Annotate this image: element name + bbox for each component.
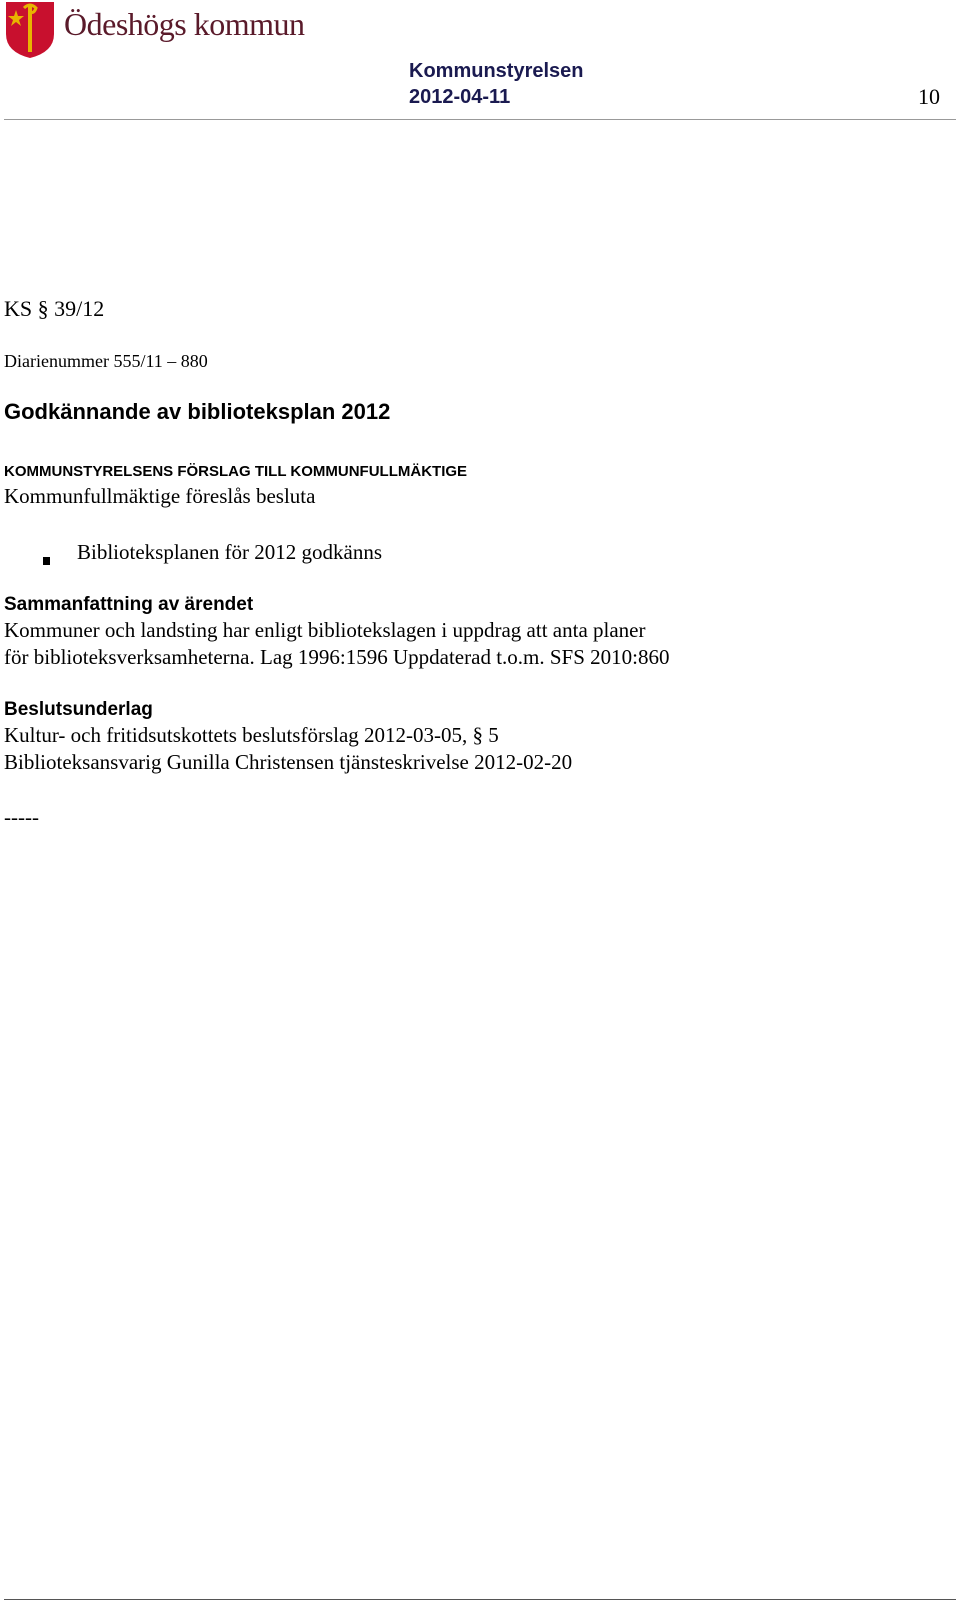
basis-line-1: Kultur- och fritidsutskottets beslutsförslag 2012-03-05, § 5: [4, 723, 499, 747]
diary-number: Diarienummer 555/11 – 880: [4, 351, 208, 371]
separator-dashes: -----: [4, 805, 39, 829]
summary-line-2: för biblioteksverksamheterna. Lag 1996:1596 Uppdaterad t.o.m. SFS 2010:860: [4, 645, 670, 669]
paragraph-reference: KS § 39/12: [4, 296, 105, 321]
basis-line-2: Biblioteksansvarig Gunilla Christensen tjänsteskrivelse 2012-02-20: [4, 750, 573, 774]
header-organization: Kommunstyrelsen: [409, 60, 584, 82]
coat-of-arms-icon: [4, 0, 56, 60]
municipality-logo: [4, 0, 304, 62]
summary-heading: Sammanfattning av ärendet: [4, 594, 254, 615]
document-title: Godkännande av biblioteksplan 2012: [4, 399, 391, 424]
bullet-item: Biblioteksplanen för 2012 godkänns: [77, 540, 383, 564]
header-divider: [4, 119, 956, 120]
basis-heading: Beslutsunderlag: [4, 699, 153, 720]
page-number: 10: [918, 84, 940, 109]
summary-line-1: Kommuner och landsting har enligt bibliotekslagen i uppdrag att anta planer: [4, 618, 646, 642]
proposal-heading: KOMMUNSTYRELSENS FÖRSLAG TILL KOMMUNFULLMÄKTIGE: [4, 463, 468, 480]
logo-wordmark: Ödeshögs kommun: [64, 6, 305, 42]
footer-divider: [4, 1599, 956, 1600]
proposal-intro: Kommunfullmäktige föreslås besluta: [4, 484, 316, 508]
header-date: 2012-04-11: [409, 86, 511, 108]
bullet-marker: [43, 557, 50, 565]
